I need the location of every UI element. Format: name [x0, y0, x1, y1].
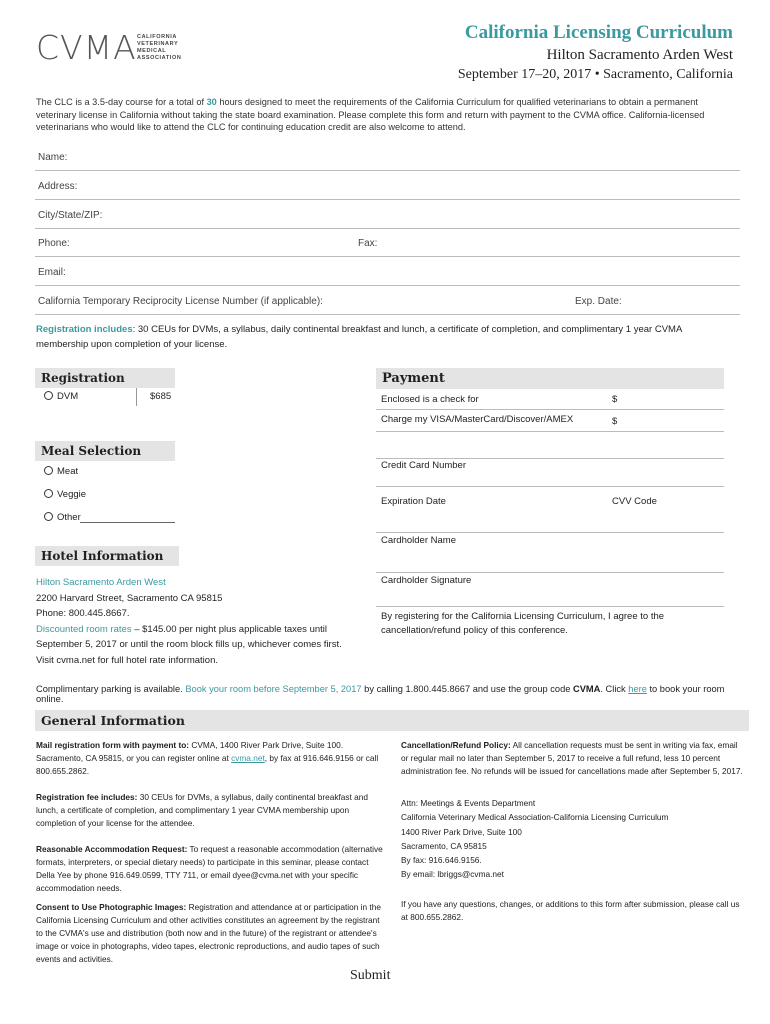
payment-heading: Payment [376, 368, 724, 389]
hotel-phone: Phone: 800.445.8667. [36, 608, 130, 620]
attn-line: Attn: Meetings & Events Department [401, 798, 536, 808]
address-line-2: Sacramento, CA 95815 [401, 840, 487, 851]
cvma-net-link[interactable]: cvma.net [231, 753, 265, 763]
cancel-text: All cancellation requests must be sent in writing via fax, email or regular mail no later than September 5, 2017 to receive a full refund, less 10 percent administration fee. No refunds will be issued for cancellations made after September 5, 2017. [401, 740, 743, 776]
mailing-address [401, 796, 746, 882]
veggie-radio[interactable] [44, 489, 53, 498]
page-title: California Licensing Curriculum [464, 22, 733, 43]
general-right-column [401, 739, 746, 924]
other-input[interactable] [80, 522, 175, 523]
cvma-logo: CVMA [36, 28, 137, 67]
rates-text-2: September 5, 2017 or until the room block fills up, whichever comes first. [36, 639, 342, 651]
accommodation-paragraph [36, 843, 386, 895]
expiration-input[interactable] [376, 532, 724, 533]
check-amount-input[interactable] [376, 409, 724, 410]
general-heading: General Information [35, 710, 749, 731]
room-rates-link[interactable]: Discounted room rates [36, 623, 132, 635]
includes-text: : 30 CEUs for DVMs, a syllabus, daily continental breakfast and lunch, a certificate of completion, and complimentary 1 year CVMA membership upon completion of your license. [36, 324, 682, 350]
dvm-option[interactable] [44, 391, 78, 402]
intro-text: hours designed to meet the requirements of the California Curriculum for qualified veterinarians to obtain a permanent veterinary license in California without taking the state board examination. Please complete this form and return with payment to the CVMA office. California-licensed veterinarians who would like to attend the CLC for continuing education credit are also welcome to attend. [36, 97, 705, 132]
charge-dollar: $ [612, 416, 618, 427]
mail-label: Mail registration form with payment to: [36, 740, 190, 750]
cvv-label: CVV Code [612, 496, 657, 507]
meal-heading: Meal Selection [35, 441, 175, 461]
address-line-1: 1400 River Park Drive, Suite 100 [401, 826, 522, 837]
hotel-visit: Visit cvma.net for full hotel rate information. [36, 654, 218, 666]
charge-label: Charge my VISA/MasterCard/Discover/AMEX [381, 414, 574, 425]
exp-date-label: Exp. Date: [575, 296, 622, 307]
photo-text: Registration and attendance at or participation in the California Licensing Curriculum and other activities constitutes an agreement by the registrant to the CVMA's use and distribution (both now and in the future) of the registrant or attendee's image or voice in photographs, video tapes, electronic reproductions, and audio tapes of such events and activities. [36, 902, 381, 964]
hotel-name[interactable]: Hilton Sacramento Arden West [36, 577, 166, 588]
phone-label: Phone: [38, 238, 70, 249]
intro-text: The CLC is a 3.5-day course for a total of [36, 97, 207, 107]
rates-text: – $145.00 per night plus applicable taxes until [131, 623, 327, 635]
group-code: CVMA [573, 684, 601, 694]
parking-p3: . Click [600, 684, 629, 694]
fee-paragraph [36, 791, 386, 830]
cardholder-name-label: Cardholder Name [381, 535, 456, 546]
accommodation-label: Reasonable Accommodation Request: [36, 844, 188, 854]
book-room-link[interactable]: Book your room before September 5, 2017 [185, 684, 362, 694]
mail-text-2: , by fax at 916.646.9156 or call 800.655.2862. [36, 753, 379, 776]
name-label: Name: [38, 152, 68, 163]
address-field[interactable] [35, 171, 740, 200]
mail-paragraph [36, 739, 386, 778]
cancel-paragraph [401, 739, 746, 778]
meat-label: Meat [57, 466, 79, 477]
email-label: Email: [38, 267, 66, 278]
venue-title: Hilton Sacramento Arden West [546, 47, 733, 63]
name-field[interactable] [35, 142, 740, 171]
includes-label: Registration includes [36, 324, 133, 335]
hotel-address: 2200 Harvard Street, Sacramento CA 95815 [36, 592, 223, 604]
here-link[interactable]: here [628, 684, 647, 694]
fee-label: Registration fee includes: [36, 792, 138, 802]
veggie-label: Veggie [57, 489, 87, 500]
agree-text: By registering for the California Licensing Curriculum, I agree to the cancellation/refund policy of this conference. [381, 611, 665, 636]
expiration-label: Expiration Date [381, 496, 446, 507]
parking-p4: to book your room online. [36, 684, 725, 704]
intro-hours: 30 [206, 97, 217, 107]
logo-line: ASSOCIATION [137, 55, 182, 61]
check-dollar: $ [612, 394, 618, 405]
hotel-info [36, 575, 356, 669]
meat-radio[interactable] [44, 466, 53, 475]
email-line: By email: lbriggs@cvma.net [401, 869, 504, 880]
logo-line: VETERINARY [137, 41, 179, 47]
other-radio[interactable] [44, 512, 53, 521]
dvm-price: $685 [150, 391, 172, 402]
charge-amount-input[interactable] [376, 431, 724, 432]
logo-line: CALIFORNIA [137, 34, 177, 40]
photo-paragraph [36, 901, 386, 966]
city-label: City/State/ZIP: [38, 210, 103, 221]
dvm-label: DVM [57, 391, 79, 402]
license-field[interactable] [35, 286, 740, 315]
fax-line: By fax: 916.646.9156. [401, 855, 482, 866]
dvm-radio[interactable] [44, 391, 53, 400]
logo-line: MEDICAL [137, 48, 167, 54]
questions-paragraph: If you have any questions, changes, or additions to this form after submission, please call us at 800.655.2862. [401, 898, 740, 922]
city-field[interactable] [35, 200, 740, 229]
other-label: Other [57, 512, 81, 523]
submit-button[interactable]: Submit [350, 968, 391, 983]
event-dates: September 17–20, 2017 • Sacramento, California [457, 67, 733, 82]
email-field[interactable] [35, 257, 740, 286]
hotel-heading: Hotel Information [35, 546, 179, 566]
meal-meat-option[interactable] [44, 466, 78, 477]
fax-label: Fax: [358, 238, 378, 249]
parking-p2: by calling 1.800.445.8667 and use the group code [361, 684, 573, 694]
fee-text: 30 CEUs for DVMs, a syllabus, daily continental breakfast and lunch, a certificate of completion, and complimentary 1 year CVMA membership upon completion of your license for the attendee. [36, 792, 369, 828]
intro-paragraph [36, 96, 736, 134]
meal-other-option[interactable] [44, 512, 81, 523]
cardholder-name-input[interactable] [376, 572, 724, 573]
mail-text: CVMA, 1400 River Park Drive, Suite 100. Sacramento, CA 95815, or you can register online at [36, 740, 344, 763]
general-left-column [36, 739, 386, 966]
license-label: California Temporary Reciprocity License Number (if applicable): [38, 296, 323, 307]
card-number-label: Credit Card Number [381, 460, 466, 471]
check-label: Enclosed is a check for [381, 394, 479, 405]
registration-includes [36, 322, 736, 352]
meal-veggie-option[interactable] [44, 489, 86, 500]
registration-heading: Registration [35, 368, 175, 388]
org-line: California Veterinary Medical Association-California Licensing Curriculum [401, 812, 669, 823]
photo-label: Consent to Use Photographic Images: [36, 902, 187, 912]
signature-input[interactable] [376, 606, 724, 607]
parking-text [36, 684, 741, 704]
phone-fax-field[interactable] [35, 228, 740, 257]
accommodation-text: To request a reasonable accommodation (alternative formats, interpreters, or special dietary needs) to participate in this seminar, please contact Della Yee by phone 916.649.0599, TTY 711, or email dyee@cvma.net with your specific accommodation needs. [36, 844, 383, 893]
card-number-line[interactable] [376, 486, 724, 487]
signature-label: Cardholder Signature [381, 575, 472, 586]
logo-tagline [137, 34, 181, 62]
address-label: Address: [38, 181, 78, 192]
cancel-label: Cancellation/Refund Policy: [401, 740, 511, 750]
parking-p1: Complimentary parking is available. [36, 684, 186, 694]
card-number-input[interactable] [376, 458, 724, 459]
